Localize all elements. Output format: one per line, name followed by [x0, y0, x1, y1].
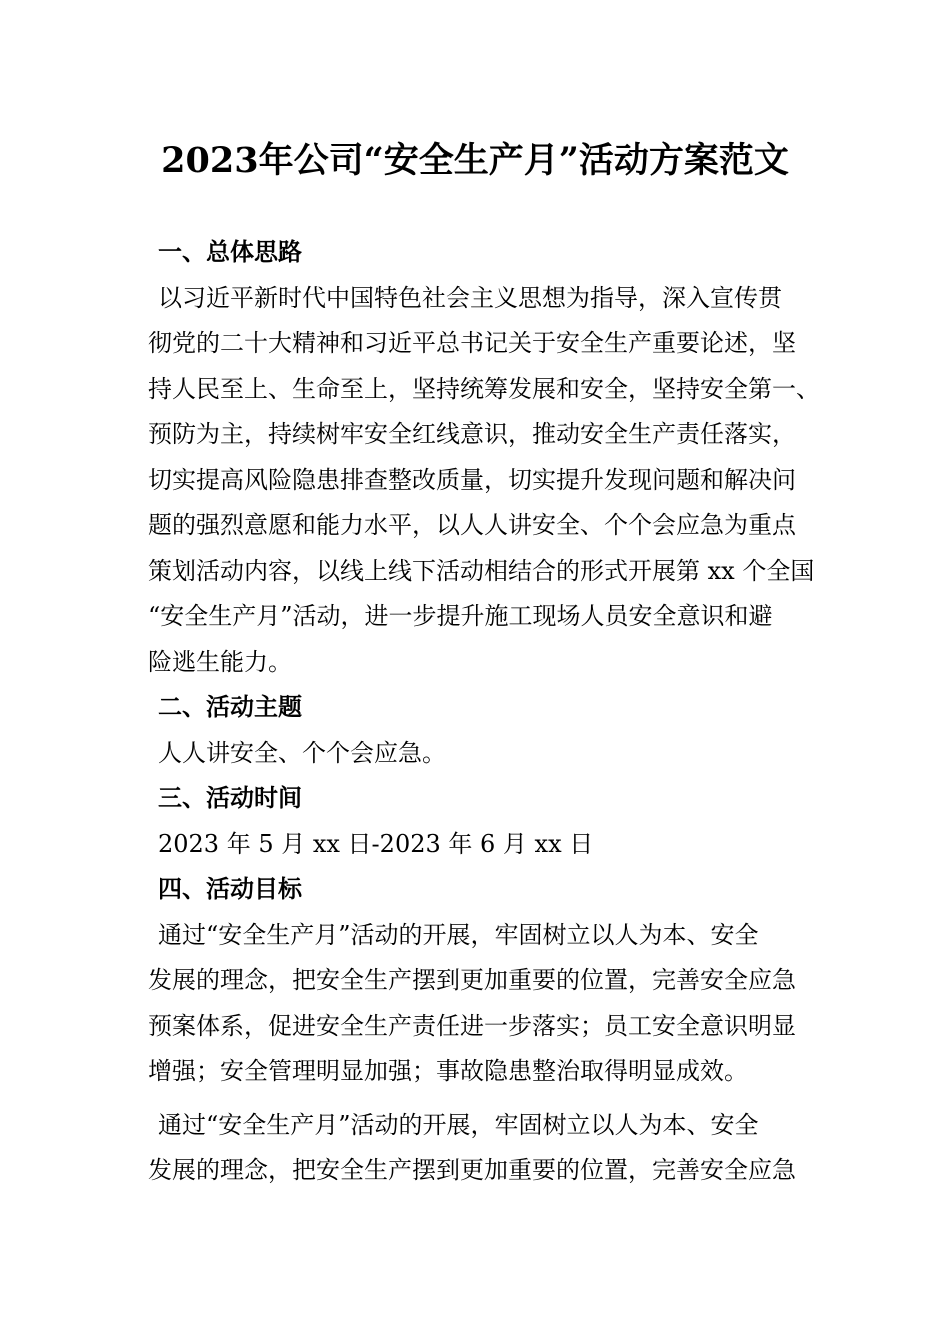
paragraph-line: 险逃生能力。	[148, 647, 292, 676]
paragraph-line: 题的强烈意愿和能力水平，以人人讲安全、个个会应急为重点	[148, 511, 796, 539]
paragraph-line: 发展的理念，把安全生产摆到更加重要的位置，完善安全应急	[148, 966, 796, 994]
time-text: 2023 年 5 月 xx 日-2023 年 6 月 xx 日	[158, 829, 594, 858]
paragraph-line: 发展的理念，把安全生产摆到更加重要的位置，完善安全应急	[148, 1156, 796, 1184]
paragraph-line: 彻党的二十大精神和习近平总书记关于安全生产重要论述，坚	[148, 329, 796, 357]
paragraph-line: 预案体系，促进安全生产责任进一步落实；员工安全意识明显	[148, 1011, 796, 1040]
paragraph-line: 切实提高风险隐患排查整改质量，切实提升发现问题和解决问	[148, 465, 796, 494]
document-title: 2023年公司“安全生产月”活动方案范文	[161, 140, 789, 181]
paragraph-line: 以习近平新时代中国特色社会主义思想为指导，深入宣传贯	[158, 283, 782, 312]
section-heading-theme: 二、活动主题	[158, 693, 302, 721]
section-heading-time: 三、活动时间	[158, 784, 302, 812]
paragraph-line: 增强；安全管理明显加强；事故隐患整治取得明显成效。	[148, 1057, 748, 1085]
paragraph-line: 通过“安全生产月”活动的开展，牢固树立以人为本、安全	[158, 920, 759, 949]
paragraph-gap	[148, 1095, 832, 1103]
theme-text: 人人讲安全、个个会应急。	[158, 738, 446, 767]
document-body	[148, 230, 832, 1194]
section-heading-goals: 四、活动目标	[158, 875, 302, 903]
paragraph-line: “安全生产月”活动，进一步提升施工现场人员安全意识和避	[148, 602, 773, 630]
section-heading-overall-approach: 一、总体思路	[158, 238, 302, 266]
paragraph-line: 预防为主，持续树牢安全红线意识，推动安全生产责任落实，	[148, 420, 796, 448]
paragraph-line: 通过“安全生产月”活动的开展，牢固树立以人为本、安全	[158, 1110, 759, 1139]
paragraph-line: 持人民至上、生命至上，坚持统筹发展和安全，坚持安全第一、	[148, 374, 820, 403]
paragraph-line: 策划活动内容，以线上线下活动相结合的形式开展第 xx 个全国	[148, 556, 815, 585]
